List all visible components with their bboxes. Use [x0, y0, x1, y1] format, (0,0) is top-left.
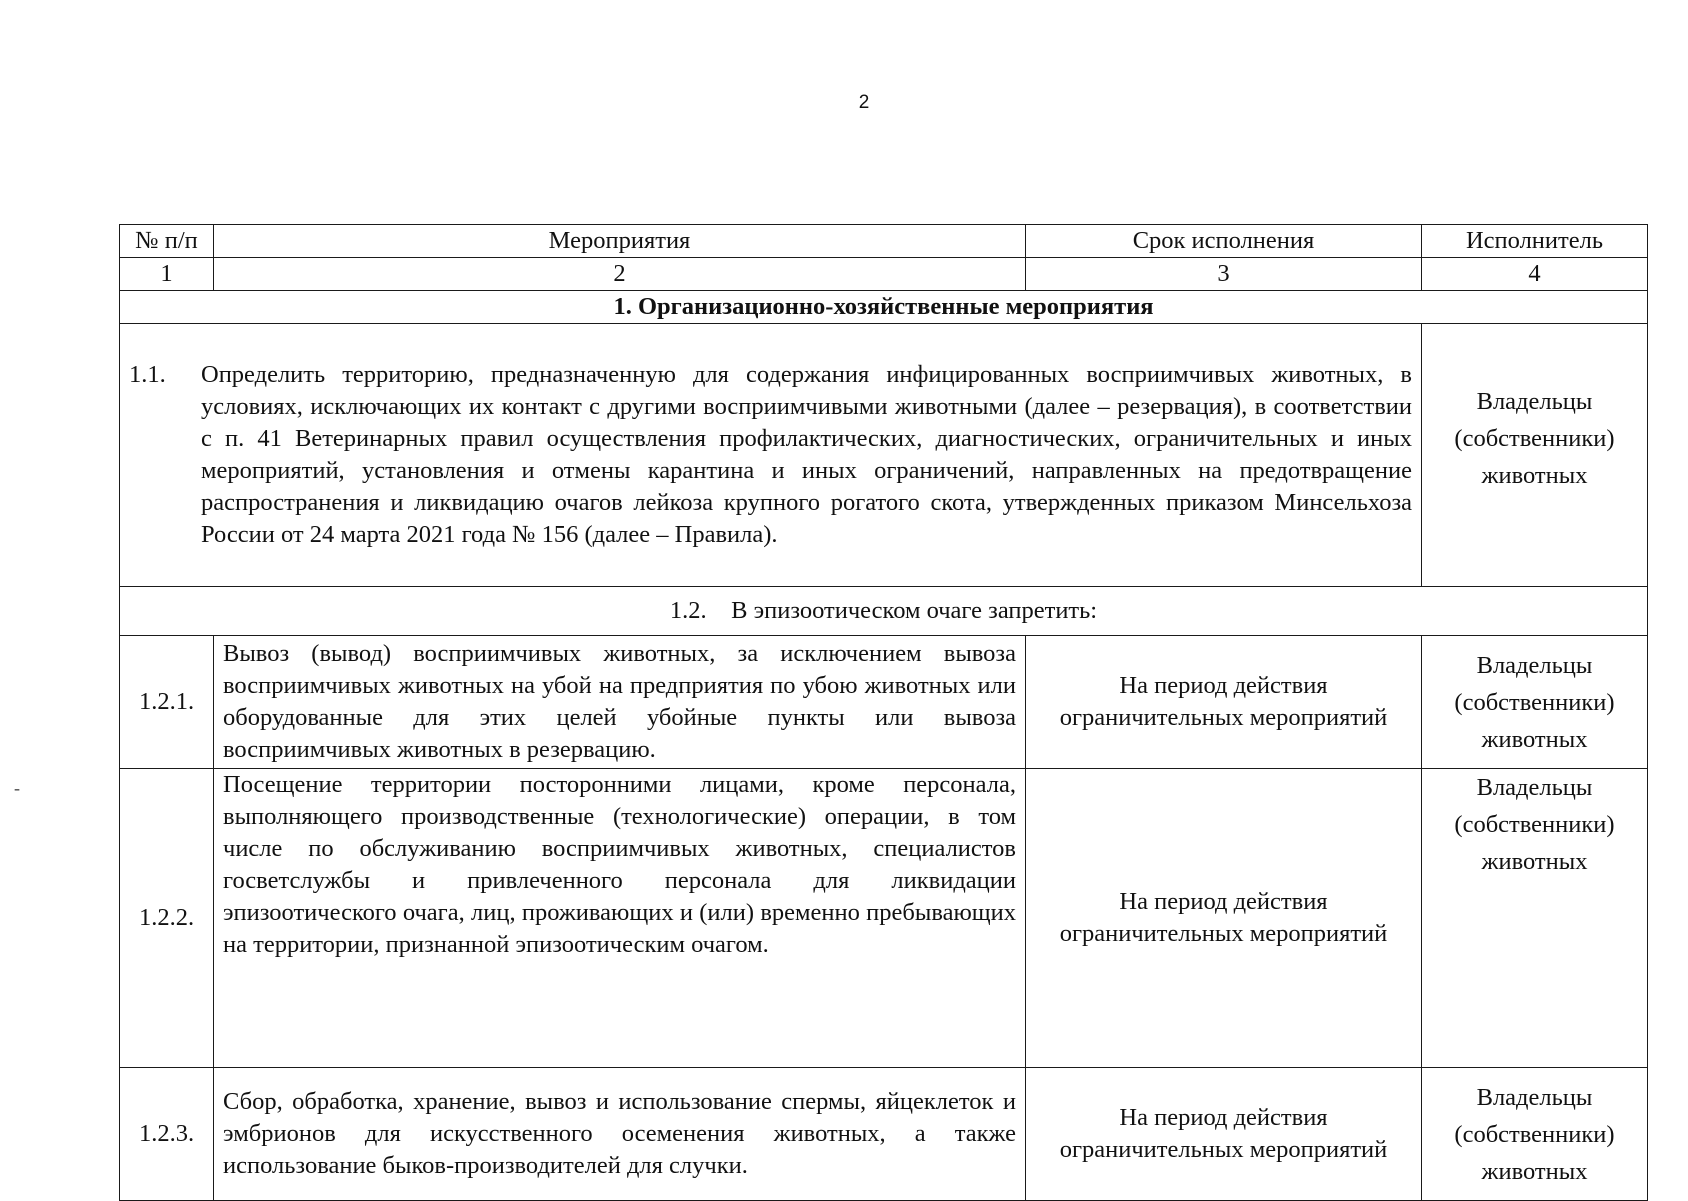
section-row — [120, 291, 1648, 324]
section-title: 1. Организационно-хозяйственные мероприятия — [120, 291, 1648, 324]
row-1-1-executor: Владельцы (собственники) животных — [1422, 324, 1648, 587]
subsection-row — [120, 587, 1648, 636]
row-1-2-3-number: 1.2.3. — [120, 1068, 214, 1201]
column-number-4: 4 — [1422, 258, 1648, 291]
row-1-1-cell — [120, 324, 1422, 587]
header-number: № п/п — [120, 225, 214, 258]
column-number-2: 2 — [214, 258, 1026, 291]
row-1-2-3-executor: Владельцы (собственники) животных — [1422, 1068, 1648, 1201]
column-number-1: 1 — [120, 258, 214, 291]
table-row-1-1 — [120, 324, 1648, 587]
row-1-2-3-measure: Сбор, обработка, хранение, вывоз и использование спермы, яйцеклеток и эмбрионов для искусственного осеменения животных, а также использование быков-производителей для случки. — [214, 1068, 1026, 1201]
header-measures: Мероприятия — [214, 225, 1026, 258]
row-1-2-2-number: 1.2.2. — [120, 769, 214, 1068]
table-row-1-2-3 — [120, 1068, 1648, 1201]
header-term: Срок исполнения — [1026, 225, 1422, 258]
header-row — [120, 225, 1648, 258]
row-1-2-2-measure: Посещение территории посторонними лицами, кроме персонала, выполняющего производственные (технологические) операции, в том числе по обслуживанию восприимчивых животных, специалистов госветслужбы и привлеченного персонала для ликвидации эпизоотического очага, лиц, проживающих и (или) временно пребывающих на территории, признанной эпизоотическим очагом. — [214, 769, 1026, 1068]
column-number-3: 3 — [1026, 258, 1422, 291]
row-1-1-text: Определить территорию, предназначенную для содержания инфицированных восприимчивых животных, в условиях, исключающих их контакт с другими восприимчивыми животными (далее – резервация), в соответствии с п. 41 Ветеринарных правил осуществления профилактических, диагностических, ограничительных и иных мероприятий, установления и отмены карантина и иных ограничений, направленных на предотвращение распространения и ликвидацию очагов лейкоза крупного рогатого скота, утвержденных приказом Минсельхоза России от 24 марта 2021 года № 156 (далее – Правила). — [201, 361, 1412, 548]
column-number-row — [120, 258, 1648, 291]
row-1-2-2-executor: Владельцы (собственники) животных — [1422, 769, 1648, 1068]
margin-mark: - — [14, 778, 20, 798]
measures-table — [119, 224, 1648, 1201]
table-row-1-2-1 — [120, 636, 1648, 769]
table-row-1-2-2 — [120, 769, 1648, 1068]
page-number: 2 — [858, 92, 870, 113]
row-1-2-1-measure: Вывоз (вывод) восприимчивых животных, за исключением вывоза восприимчивых животных на убой на предприятия по убою животных или оборудованные для этих целей убойные пункты или вывоза восприимчивых животных в резервацию. — [214, 636, 1026, 769]
header-executor: Исполнитель — [1422, 225, 1648, 258]
subsection-title: 1.2. В эпизоотическом очаге запретить: — [120, 587, 1648, 636]
row-1-2-3-term: На период действия ограничительных мероприятий — [1026, 1068, 1422, 1201]
row-1-2-1-executor: Владельцы (собственники) животных — [1422, 636, 1648, 769]
row-1-2-2-term: На период действия ограничительных мероприятий — [1026, 769, 1422, 1068]
row-1-2-1-number: 1.2.1. — [120, 636, 214, 769]
row-1-1-number: 1.1. — [129, 361, 166, 388]
row-1-2-1-term: На период действия ограничительных мероприятий — [1026, 636, 1422, 769]
